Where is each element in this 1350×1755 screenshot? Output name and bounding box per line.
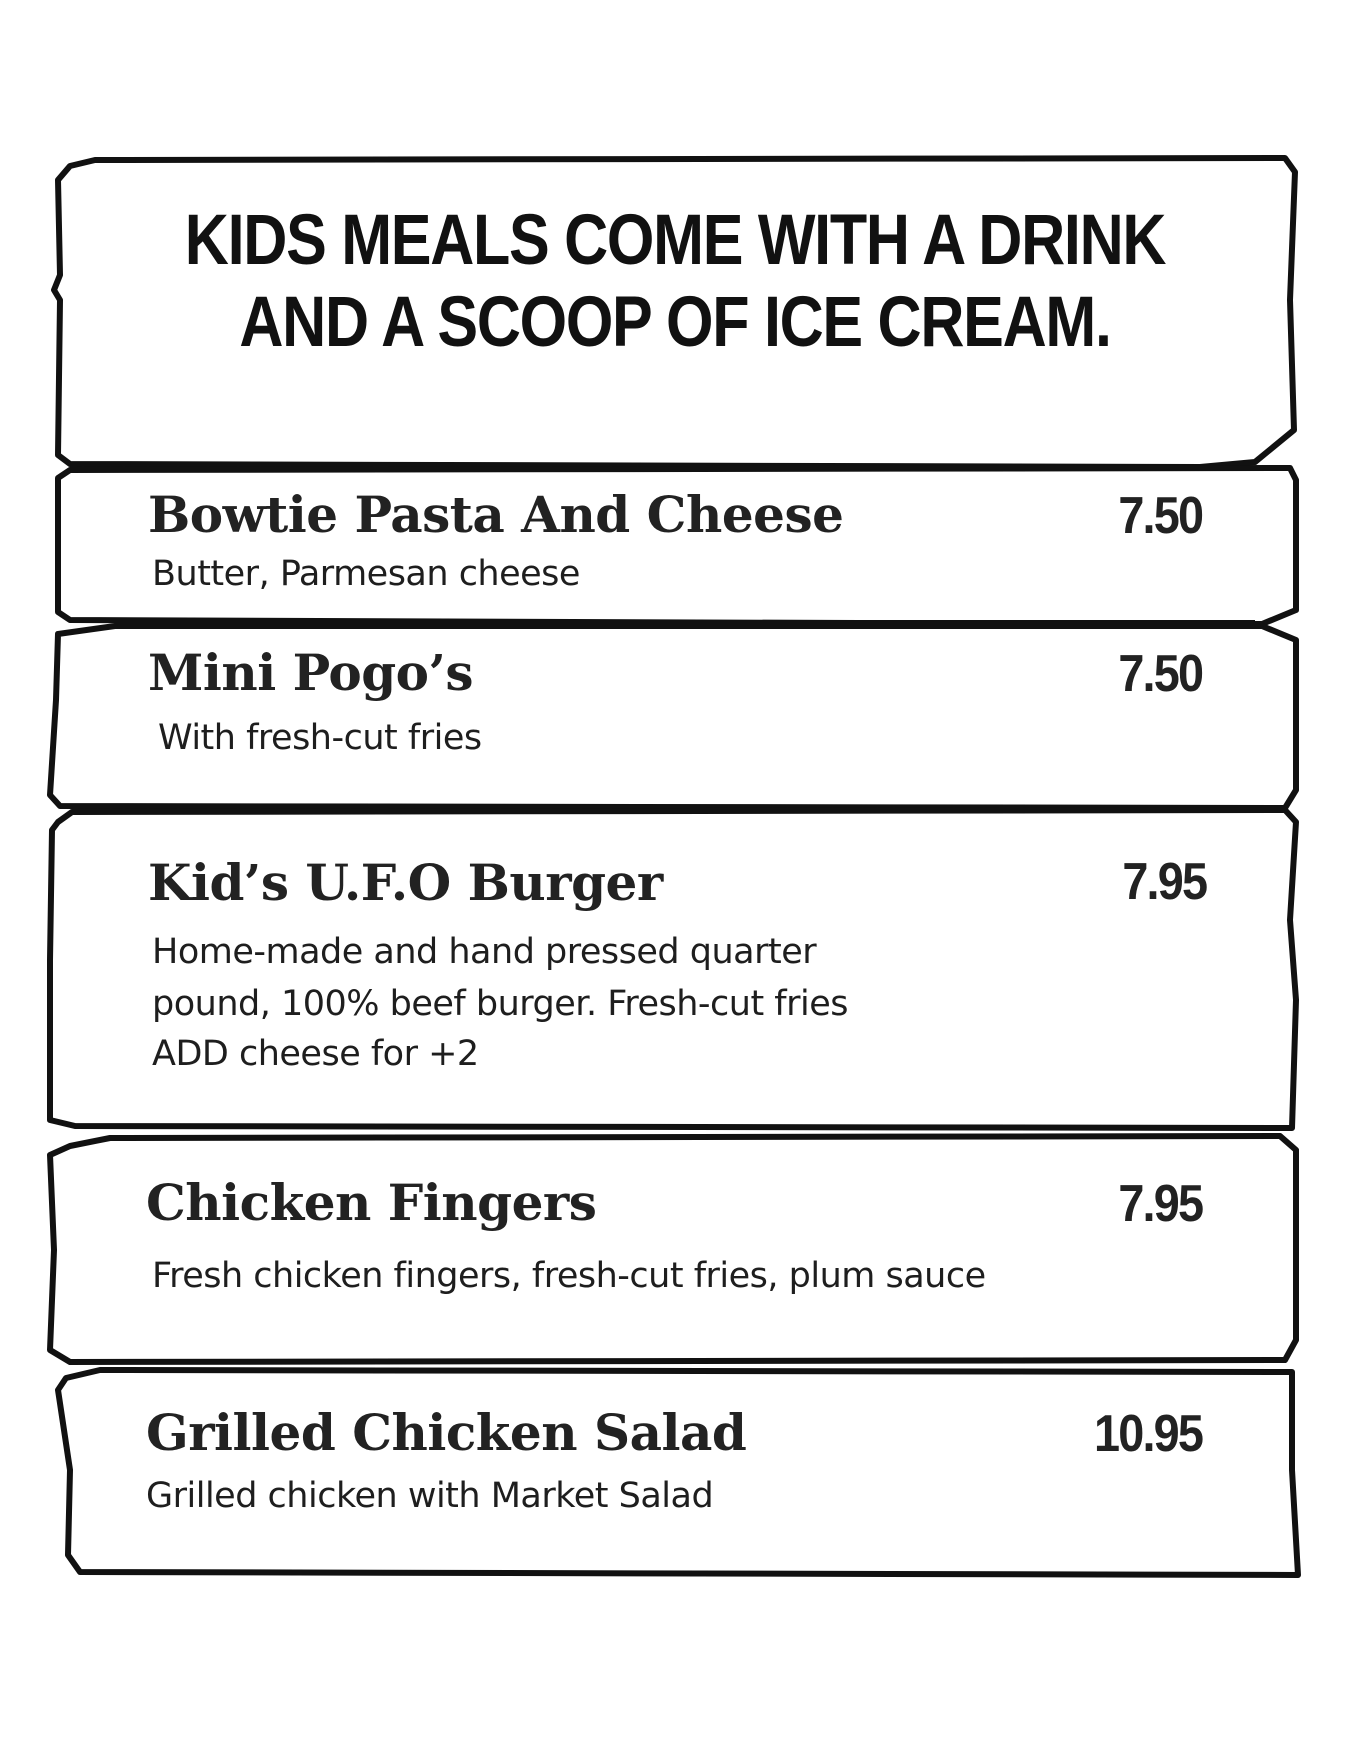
item-name-salad: Grilled Chicken Salad bbox=[146, 1403, 747, 1462]
item-desc-pogos: With fresh-cut fries bbox=[158, 718, 482, 758]
item-price-bowtie: 7.50 bbox=[1118, 487, 1202, 545]
item-desc-salad: Grilled chicken with Market Salad bbox=[146, 1476, 714, 1516]
item-price-chicken-fingers: 7.95 bbox=[1118, 1175, 1202, 1233]
item-desc-burger-line-2: pound, 100% beef burger. Fresh-cut fries bbox=[152, 984, 848, 1024]
item-desc-chicken-fingers: Fresh chicken fingers, fresh-cut fries, plum sauce bbox=[152, 1256, 986, 1296]
kids-meal-notice bbox=[163, 200, 1186, 364]
item-panel-chicken-fingers bbox=[50, 1136, 1296, 1362]
item-desc-burger-line-3: ADD cheese for +2 bbox=[152, 1034, 479, 1074]
item-desc-bowtie: Butter, Parmesan cheese bbox=[152, 554, 580, 594]
notice-line-1: KIDS MEALS COME WITH A DRINK bbox=[184, 201, 1166, 280]
notice-line-2: AND A SCOOP OF ICE CREAM. bbox=[239, 283, 1111, 362]
item-name-bowtie: Bowtie Pasta And Cheese bbox=[148, 485, 844, 544]
item-price-pogos: 7.50 bbox=[1118, 645, 1202, 703]
item-price-burger: 7.95 bbox=[1122, 853, 1206, 911]
item-desc-burger-line-1: Home-made and hand pressed quarter bbox=[152, 932, 817, 972]
item-name-pogos: Mini Pogo’s bbox=[148, 643, 474, 702]
item-price-salad: 10.95 bbox=[1093, 1405, 1202, 1463]
item-name-chicken-fingers: Chicken Fingers bbox=[146, 1173, 597, 1232]
item-name-burger: Kid’s U.F.O Burger bbox=[148, 853, 663, 912]
